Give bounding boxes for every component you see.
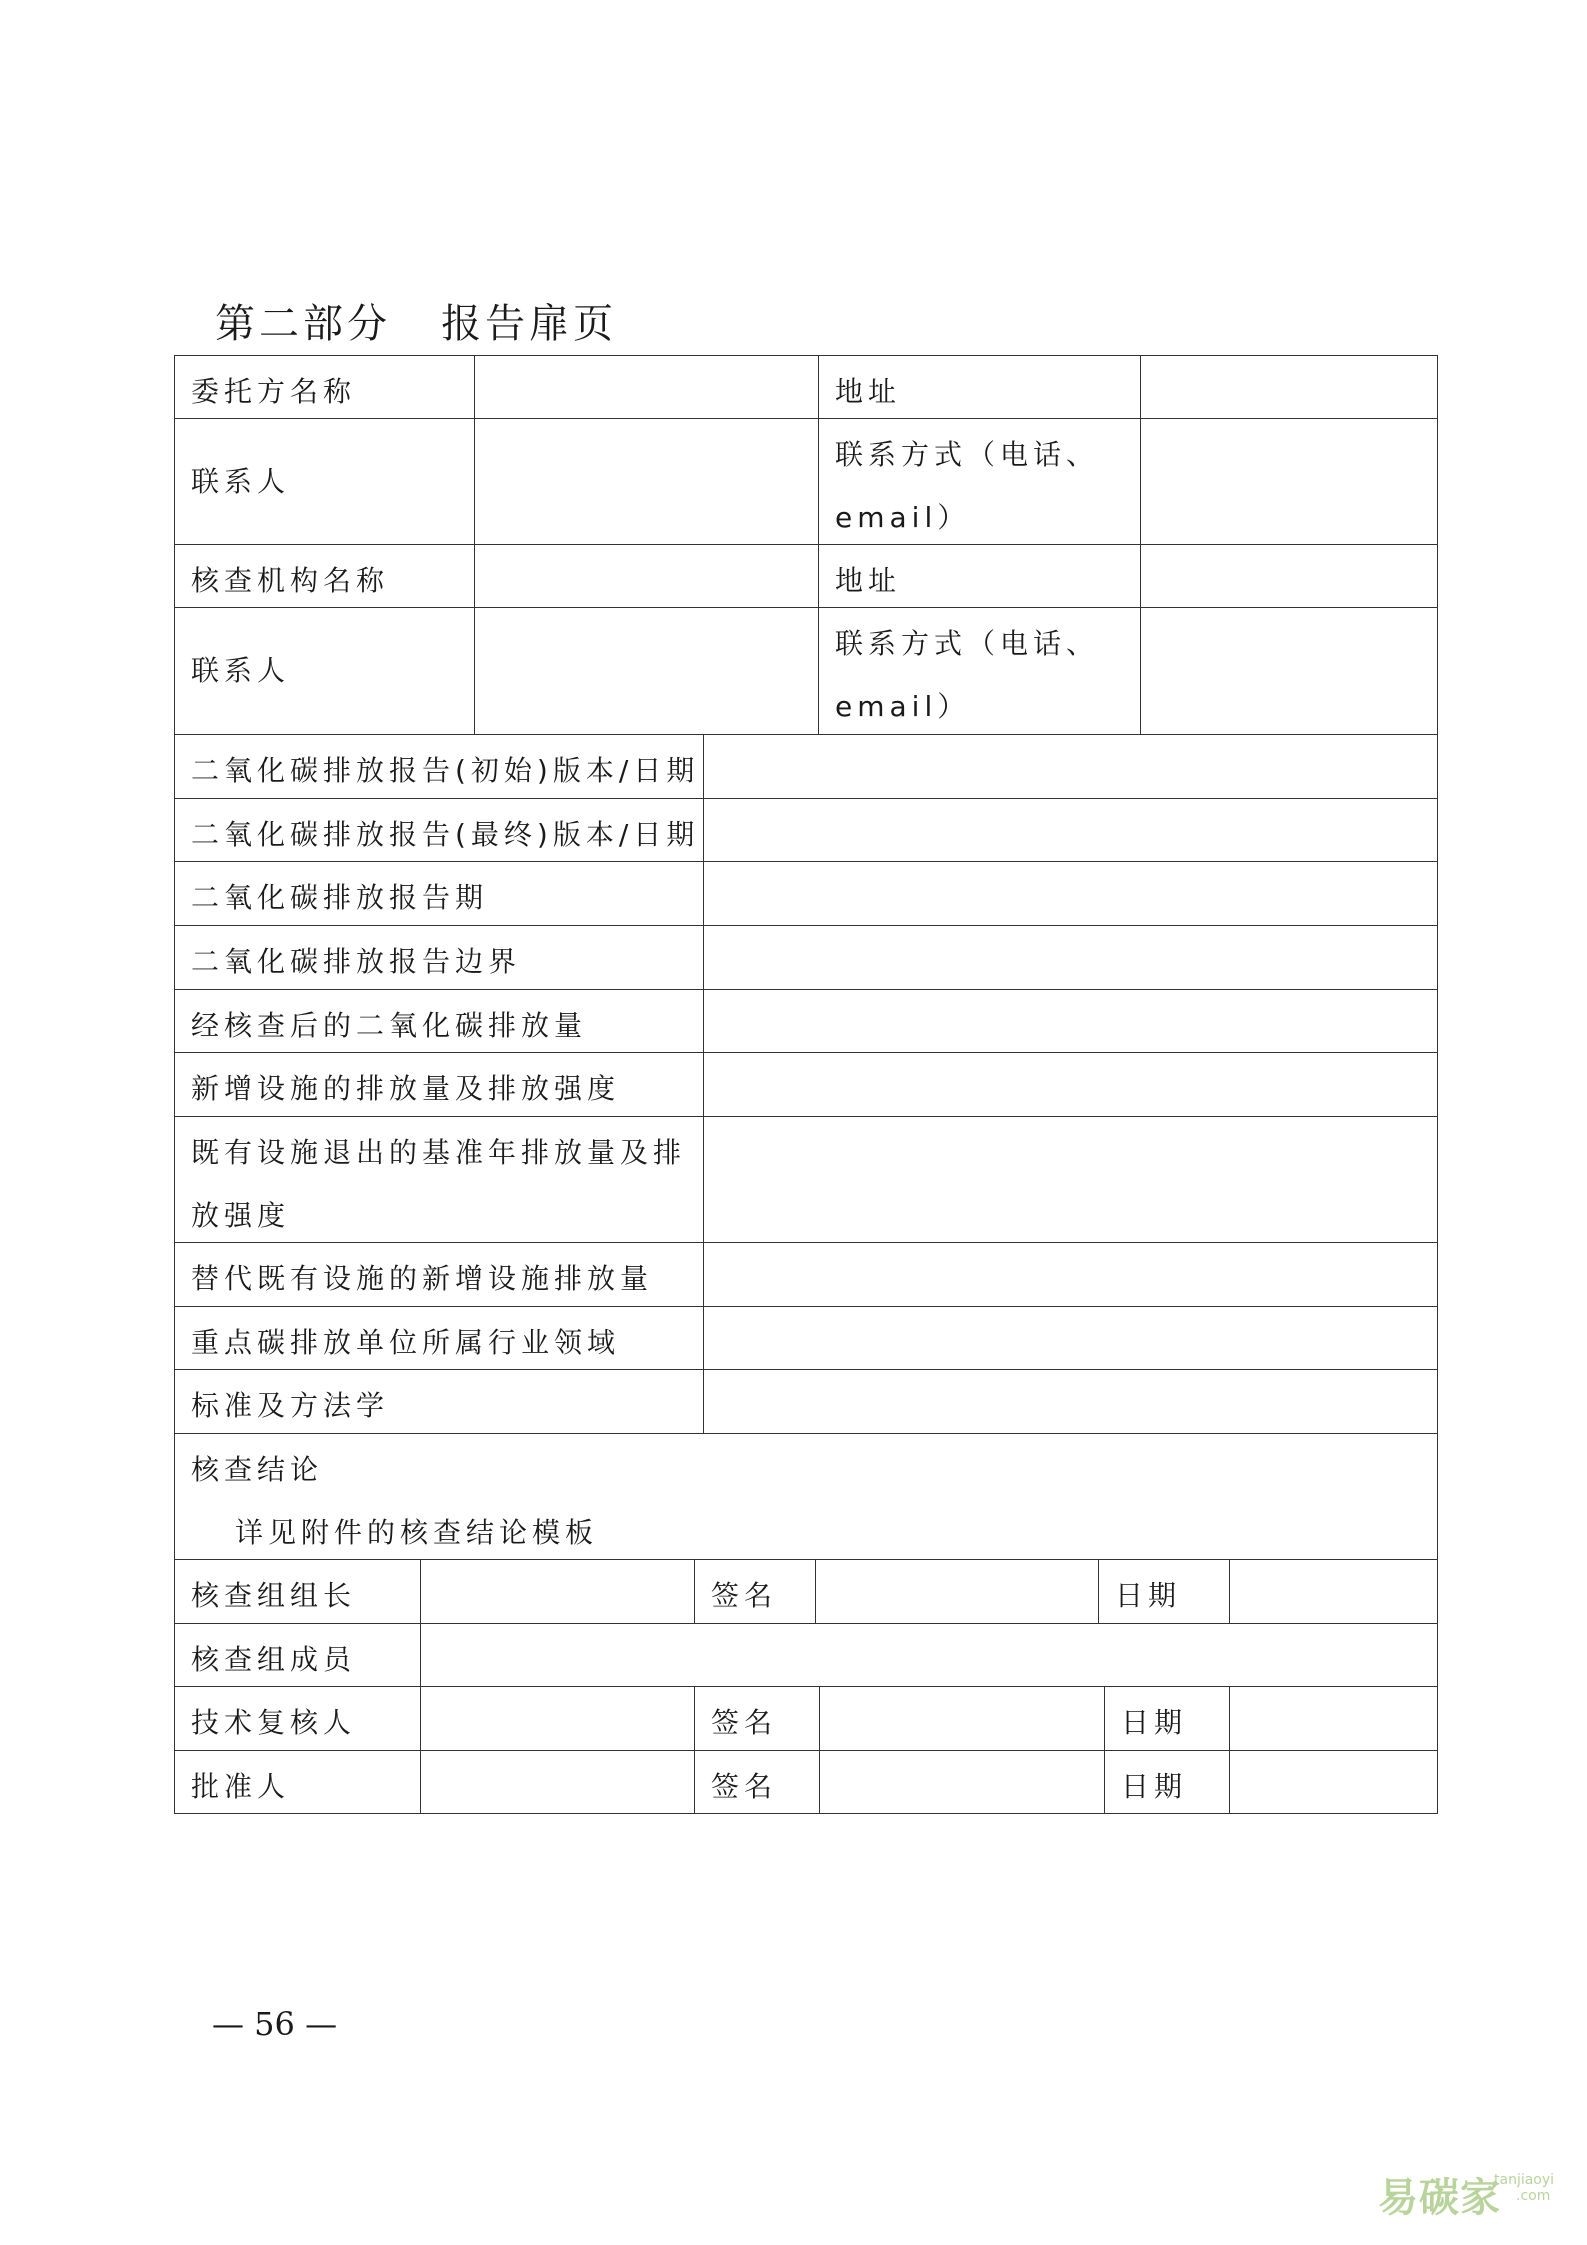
signature-label-cell-2 (694, 1686, 819, 1750)
client-contact-method-value-cell[interactable] (1140, 418, 1438, 544)
new-facility-label-cell (174, 1052, 703, 1116)
cover-page-form-table (174, 355, 1438, 1812)
agency-address-value-cell[interactable] (1140, 544, 1438, 607)
report-final-value-cell[interactable] (703, 798, 1438, 861)
replacement-value-cell[interactable] (703, 1242, 1438, 1306)
conclusion-label: 核查结论 (191, 1453, 324, 1486)
tech-reviewer-value-cell[interactable] (420, 1686, 694, 1750)
retired-facility-label-2: 放强度 (191, 1199, 291, 1232)
standards-value-cell[interactable] (703, 1369, 1438, 1433)
replacement-label-cell (174, 1242, 703, 1306)
agency-contact-value-cell[interactable] (474, 607, 818, 734)
approver-label: 批准人 (191, 1770, 291, 1803)
tech-reviewer-label: 技术复核人 (191, 1706, 357, 1739)
date-label-1: 日期 (1115, 1579, 1182, 1612)
date-label-cell-2 (1104, 1686, 1229, 1750)
report-boundary-label-cell (174, 925, 703, 989)
new-facility-value-cell[interactable] (703, 1052, 1438, 1116)
industry-label: 重点碳排放单位所属行业领域 (191, 1326, 621, 1359)
watermark-brand: 易碳家 (1378, 2175, 1501, 2221)
client-contact-method-label-2: email） (835, 501, 971, 534)
industry-value-cell[interactable] (703, 1306, 1438, 1369)
page-number: — 56 — (212, 2005, 338, 2043)
agency-address-label: 地址 (835, 564, 902, 597)
retired-facility-value-cell[interactable] (703, 1116, 1438, 1242)
page-title: 第二部分 报告扉页 (215, 301, 618, 347)
standards-label-cell (174, 1369, 703, 1433)
report-boundary-value-cell[interactable] (703, 925, 1438, 989)
agency-address-label-cell (818, 544, 1140, 607)
conclusion-cell[interactable] (174, 1433, 1438, 1559)
team-leader-label: 核查组组长 (191, 1579, 357, 1612)
report-final-label-cell (174, 798, 703, 861)
signature-label-cell-1 (694, 1559, 815, 1623)
watermark-domain (1494, 2172, 1554, 2204)
retired-facility-label-cell (174, 1116, 703, 1242)
client-name-label: 委托方名称 (191, 375, 357, 408)
signature-label-3: 签名 (711, 1770, 778, 1803)
agency-contact-label: 联系人 (191, 654, 291, 687)
team-members-value-cell[interactable] (420, 1623, 1438, 1686)
client-contact-label-cell (174, 418, 474, 544)
industry-label-cell (174, 1306, 703, 1369)
agency-contact-method-label: 联系方式（电话、 (835, 627, 1100, 660)
client-contact-value-cell[interactable] (474, 418, 818, 544)
client-address-value-cell[interactable] (1140, 355, 1438, 418)
date-value-cell-1[interactable] (1229, 1559, 1438, 1623)
verified-emissions-value-cell[interactable] (703, 989, 1438, 1052)
team-members-label: 核查组成员 (191, 1643, 357, 1676)
approver-label-cell (174, 1750, 420, 1814)
agency-contact-method-label-cell (818, 607, 1140, 734)
agency-contact-method-value-cell[interactable] (1140, 607, 1438, 734)
signature-label-1: 签名 (711, 1579, 778, 1612)
report-initial-label-cell (174, 734, 703, 798)
signature-value-cell-2[interactable] (819, 1686, 1104, 1750)
date-label-3: 日期 (1121, 1770, 1188, 1803)
client-contact-label: 联系人 (191, 465, 291, 498)
verified-emissions-label-cell (174, 989, 703, 1052)
date-label-2: 日期 (1121, 1706, 1188, 1739)
report-period-label-cell (174, 861, 703, 925)
date-value-cell-3[interactable] (1229, 1750, 1438, 1814)
tech-reviewer-label-cell (174, 1686, 420, 1750)
watermark-logo (1378, 2166, 1568, 2226)
standards-label: 标准及方法学 (191, 1389, 390, 1422)
retired-facility-label: 既有设施退出的基准年排放量及排 (191, 1136, 687, 1169)
signature-value-cell-1[interactable] (815, 1559, 1098, 1623)
client-address-label-cell (818, 355, 1140, 418)
agency-contact-label-cell (174, 607, 474, 734)
agency-name-value-cell[interactable] (474, 544, 818, 607)
signature-label-cell-3 (694, 1750, 819, 1814)
report-final-label: 二氧化碳排放报告(最终)版本/日期 (191, 818, 700, 851)
client-name-label-cell (174, 355, 474, 418)
watermark-domain-1: tanjiaoyi (1494, 2172, 1555, 2188)
report-initial-value-cell[interactable] (703, 734, 1438, 798)
client-name-value-cell[interactable] (474, 355, 818, 418)
date-label-cell-3 (1104, 1750, 1229, 1814)
signature-value-cell-3[interactable] (819, 1750, 1104, 1814)
team-members-label-cell (174, 1623, 420, 1686)
agency-name-label-cell (174, 544, 474, 607)
client-contact-method-label: 联系方式（电话、 (835, 438, 1100, 471)
new-facility-label: 新增设施的排放量及排放强度 (191, 1072, 621, 1105)
replacement-label: 替代既有设施的新增设施排放量 (191, 1262, 654, 1295)
report-initial-label: 二氧化碳排放报告(初始)版本/日期 (191, 754, 700, 787)
agency-name-label: 核查机构名称 (191, 564, 390, 597)
conclusion-text: 详见附件的核查结论模板 (235, 1516, 599, 1549)
team-leader-value-cell[interactable] (420, 1559, 694, 1623)
report-period-value-cell[interactable] (703, 861, 1438, 925)
client-address-label: 地址 (835, 375, 902, 408)
agency-contact-method-label-2: email） (835, 690, 971, 723)
report-period-label: 二氧化碳排放报告期 (191, 881, 489, 914)
report-boundary-label: 二氧化碳排放报告边界 (191, 945, 522, 978)
client-contact-method-label-cell (818, 418, 1140, 544)
date-label-cell-1 (1098, 1559, 1229, 1623)
signature-label-2: 签名 (711, 1706, 778, 1739)
watermark-domain-2: .com (1516, 2188, 1551, 2204)
team-leader-label-cell (174, 1559, 420, 1623)
approver-value-cell[interactable] (420, 1750, 694, 1814)
date-value-cell-2[interactable] (1229, 1686, 1438, 1750)
verified-emissions-label: 经核查后的二氧化碳排放量 (191, 1009, 588, 1042)
